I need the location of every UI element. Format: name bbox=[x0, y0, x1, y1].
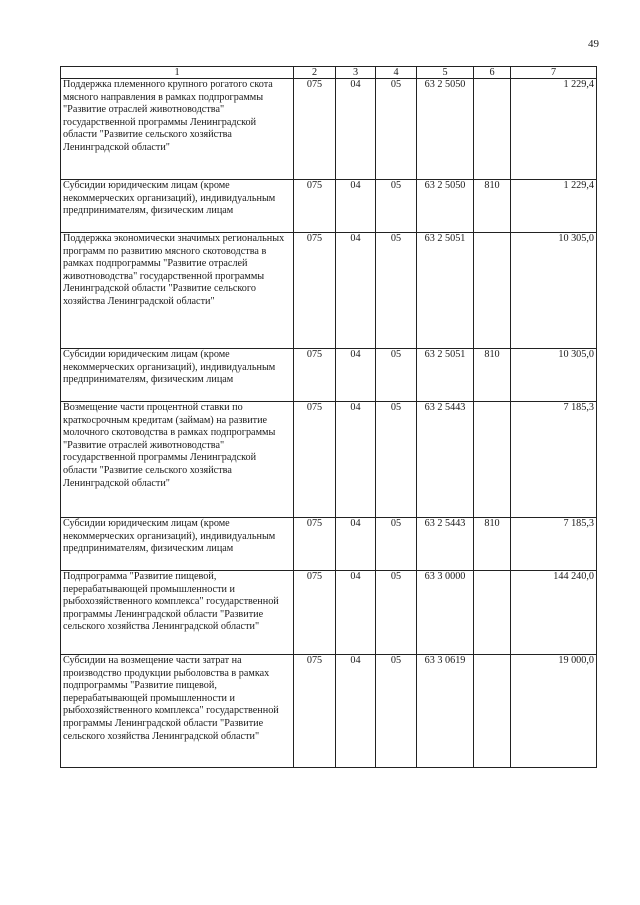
target-article-code: 63 3 0000 bbox=[417, 571, 474, 655]
row-name: Поддержка племенного крупного рогатого скота мясного направления в рамках подпрограммы "Развитие отраслей животноводства" государственной программы Ленинградской области "Развитие сельского хозяйства Ленинградской области" bbox=[61, 79, 294, 180]
expense-type-code bbox=[474, 79, 511, 180]
subsection-code: 05 bbox=[376, 349, 417, 402]
ministry-code: 075 bbox=[294, 349, 336, 402]
table-row bbox=[61, 571, 597, 655]
amount: 19 000,0 bbox=[511, 655, 597, 768]
expense-type-code: 810 bbox=[474, 349, 511, 402]
target-article-code: 63 2 5051 bbox=[417, 349, 474, 402]
target-article-code: 63 2 5051 bbox=[417, 233, 474, 349]
section-code: 04 bbox=[336, 655, 376, 768]
subsection-code: 05 bbox=[376, 233, 417, 349]
column-header: 3 bbox=[336, 67, 376, 79]
column-header: 1 bbox=[61, 67, 294, 79]
section-code: 04 bbox=[336, 571, 376, 655]
amount: 1 229,4 bbox=[511, 180, 597, 233]
section-code: 04 bbox=[336, 79, 376, 180]
ministry-code: 075 bbox=[294, 402, 336, 518]
table-row bbox=[61, 349, 597, 402]
section-code: 04 bbox=[336, 402, 376, 518]
row-name: Возмещение части процентной ставки по краткосрочным кредитам (займам) на развитие молочного скотоводства в рамках подпрограммы "Развитие отраслей животноводства" государственной программы Ленинградской области "Развитие сельского хозяйства Ленинградской области" bbox=[61, 402, 294, 518]
amount: 10 305,0 bbox=[511, 349, 597, 402]
column-header: 4 bbox=[376, 67, 417, 79]
column-header: 2 bbox=[294, 67, 336, 79]
target-article-code: 63 3 0619 bbox=[417, 655, 474, 768]
table-row bbox=[61, 655, 597, 768]
subsection-code: 05 bbox=[376, 180, 417, 233]
row-name: Поддержка экономически значимых региональных программ по развитию мясного скотоводства в рамках подпрограммы "Развитие отраслей животноводства" государственной программы Ленинградской области "Развитие сельского хозяйства Ленинградской области" bbox=[61, 233, 294, 349]
section-code: 04 bbox=[336, 349, 376, 402]
row-name: Субсидии юридическим лицам (кроме некоммерческих организаций), индивидуальным предпринимателям, физическим лицам bbox=[61, 349, 294, 402]
section-code: 04 bbox=[336, 518, 376, 571]
ministry-code: 075 bbox=[294, 180, 336, 233]
table-header-row bbox=[61, 67, 597, 79]
amount: 144 240,0 bbox=[511, 571, 597, 655]
amount: 10 305,0 bbox=[511, 233, 597, 349]
expense-type-code: 810 bbox=[474, 180, 511, 233]
table-row bbox=[61, 79, 597, 180]
expense-type-code bbox=[474, 402, 511, 518]
target-article-code: 63 2 5050 bbox=[417, 79, 474, 180]
table-row bbox=[61, 518, 597, 571]
row-name: Субсидии юридическим лицам (кроме некоммерческих организаций), индивидуальным предпринимателям, физическим лицам bbox=[61, 518, 294, 571]
section-code: 04 bbox=[336, 233, 376, 349]
row-name: Субсидии юридическим лицам (кроме некоммерческих организаций), индивидуальным предпринимателям, физическим лицам bbox=[61, 180, 294, 233]
subsection-code: 05 bbox=[376, 518, 417, 571]
column-header: 7 bbox=[511, 67, 597, 79]
ministry-code: 075 bbox=[294, 79, 336, 180]
target-article-code: 63 2 5443 bbox=[417, 402, 474, 518]
ministry-code: 075 bbox=[294, 655, 336, 768]
column-header: 5 bbox=[417, 67, 474, 79]
table-row bbox=[61, 402, 597, 518]
column-header: 6 bbox=[474, 67, 511, 79]
amount: 7 185,3 bbox=[511, 402, 597, 518]
ministry-code: 075 bbox=[294, 518, 336, 571]
expense-type-code bbox=[474, 233, 511, 349]
section-code: 04 bbox=[336, 180, 376, 233]
table-row bbox=[61, 180, 597, 233]
ministry-code: 075 bbox=[294, 571, 336, 655]
subsection-code: 05 bbox=[376, 79, 417, 180]
expense-type-code bbox=[474, 571, 511, 655]
subsection-code: 05 bbox=[376, 655, 417, 768]
amount: 7 185,3 bbox=[511, 518, 597, 571]
target-article-code: 63 2 5443 bbox=[417, 518, 474, 571]
row-name: Подпрограмма "Развитие пищевой, перерабатывающей промышленности и рыбохозяйственного комплекса" государственной программы Ленинградской области "Развитие сельского хозяйства Ленинградской области" bbox=[61, 571, 294, 655]
subsection-code: 05 bbox=[376, 402, 417, 518]
subsection-code: 05 bbox=[376, 571, 417, 655]
budget-table bbox=[60, 66, 597, 768]
ministry-code: 075 bbox=[294, 233, 336, 349]
expense-type-code: 810 bbox=[474, 518, 511, 571]
amount: 1 229,4 bbox=[511, 79, 597, 180]
target-article-code: 63 2 5050 bbox=[417, 180, 474, 233]
table-row bbox=[61, 233, 597, 349]
expense-type-code bbox=[474, 655, 511, 768]
page-number: 49 bbox=[588, 38, 599, 50]
row-name: Субсидии на возмещение части затрат на производство продукции рыболовства в рамках подпрограммы "Развитие пищевой, перерабатывающей промышленности и рыбохозяйственного комплекса" государственной программы Ленинградской области "Развитие сельского хозяйства Ленинградской области" bbox=[61, 655, 294, 768]
